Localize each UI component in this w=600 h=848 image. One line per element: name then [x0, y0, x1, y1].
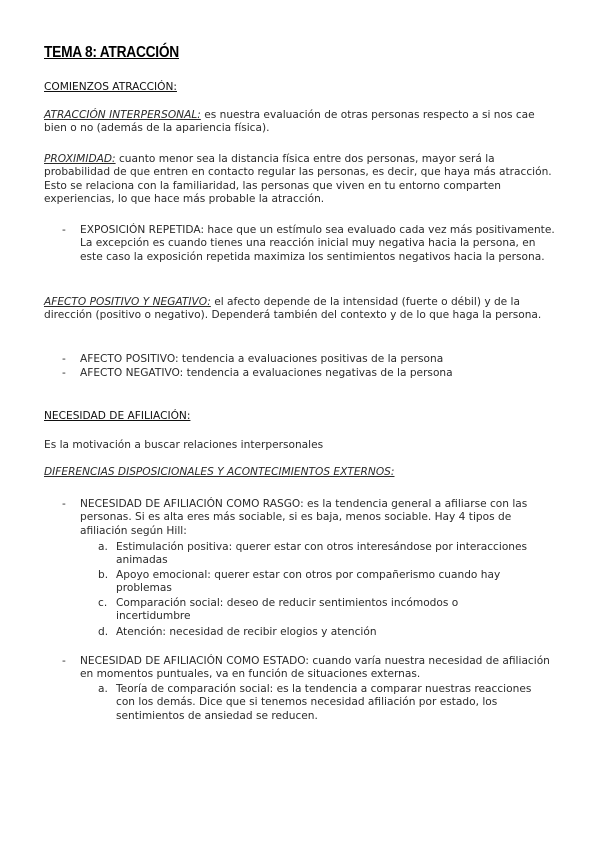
subitem-comparacion: Comparación social: deseo de reducir sentimientos incómodos o incertidumbre [116, 597, 459, 623]
paragraph-atraccion-interpersonal [44, 109, 556, 136]
section-heading-afiliacion: NECESIDAD DE AFILIACIÓN: [44, 410, 191, 422]
list-marker: a. [98, 541, 108, 553]
term-label: ATRACCIÓN INTERPERSONAL: [44, 109, 201, 121]
bullet-afiliacion-rasgo: NECESIDAD DE AFILIACIÓN COMO RASGO: es la tendencia general a afiliarse con las personas. Si es alta eres más sociable, si es baja, menos sociable. Hay 4 tipos de afiliación según Hill: [80, 498, 528, 537]
term-text: es nuestra evaluación de otras personas respecto a si nos cae bien o no (además de la apariencia física). [44, 109, 535, 135]
bullet-afiliacion-estado: NECESIDAD DE AFILIACIÓN COMO ESTADO: cuando varía nuestra necesidad de afiliación en momentos puntuales, va en función de situaciones externas. [80, 655, 550, 681]
list-marker: b. [98, 569, 109, 581]
paragraph-afecto [44, 296, 556, 323]
bullet-afecto-positivo: AFECTO POSITIVO: tendencia a evaluaciones positivas de la persona [80, 353, 444, 365]
bullet-dash: - [62, 224, 66, 236]
paragraph-proximidad [44, 153, 556, 207]
list-marker: d. [98, 626, 109, 638]
subitem-atencion: Atención: necesidad de recibir elogios y atención [116, 626, 377, 638]
page-title: TEMA 8: ATRACCIÓN [44, 44, 179, 61]
term-text: cuanto menor sea la distancia física entre dos personas, mayor será la probabilidad de que entren en contacto regular las personas, es decir, que haya más atracción. Esto se relaciona con la familiaridad, las personas que viven en tu entorno comparten experiencias, lo que hace más probable la atracción. [44, 153, 552, 206]
bullet-afecto-negativo: AFECTO NEGATIVO: tendencia a evaluaciones negativas de la persona [80, 367, 453, 379]
list-marker: a. [98, 683, 108, 695]
section-heading-comienzos: COMIENZOS ATRACCIÓN: [44, 81, 177, 93]
bullet-dash: - [62, 353, 66, 365]
subheading-diferencias: DIFERENCIAS DISPOSICIONALES Y ACONTECIMIENTOS EXTERNOS: [44, 466, 395, 478]
term-text: el afecto depende de la intensidad (fuerte o débil) y de la dirección (positivo o negativo). Dependerá también del contexto y de lo que haga la persona. [44, 296, 542, 322]
subitem-estimulacion: Estimulación positiva: querer estar con otros interesándose por interacciones animadas [116, 541, 528, 567]
bullet-dash: - [62, 498, 66, 510]
bullet-dash: - [62, 367, 66, 379]
paragraph-motivacion: Es la motivación a buscar relaciones interpersonales [44, 439, 324, 451]
subitem-teoria-comparacion: Teoría de comparación social: es la tendencia a comparar nuestras reacciones con los demás. Dice que si tenemos necesidad afiliación por estado, los sentimientos de ansiedad se reducen. [116, 683, 532, 722]
bullet-dash: - [62, 655, 66, 667]
bullet-exposicion-repetida: EXPOSICIÓN REPETIDA: hace que un estímulo sea evaluado cada vez más positivamente. La excepción es cuando tienes una reacción inicial muy negativa hacia la persona, en este caso la exposición repetida maximiza los sentimientos negativos hacia la persona. [80, 224, 555, 263]
term-label: AFECTO POSITIVO Y NEGATIVO: [44, 296, 211, 308]
term-label: PROXIMIDAD: [44, 153, 116, 165]
subitem-apoyo: Apoyo emocional: querer estar con otros por compañerismo cuando hay problemas [116, 569, 501, 595]
list-marker: c. [98, 597, 108, 609]
